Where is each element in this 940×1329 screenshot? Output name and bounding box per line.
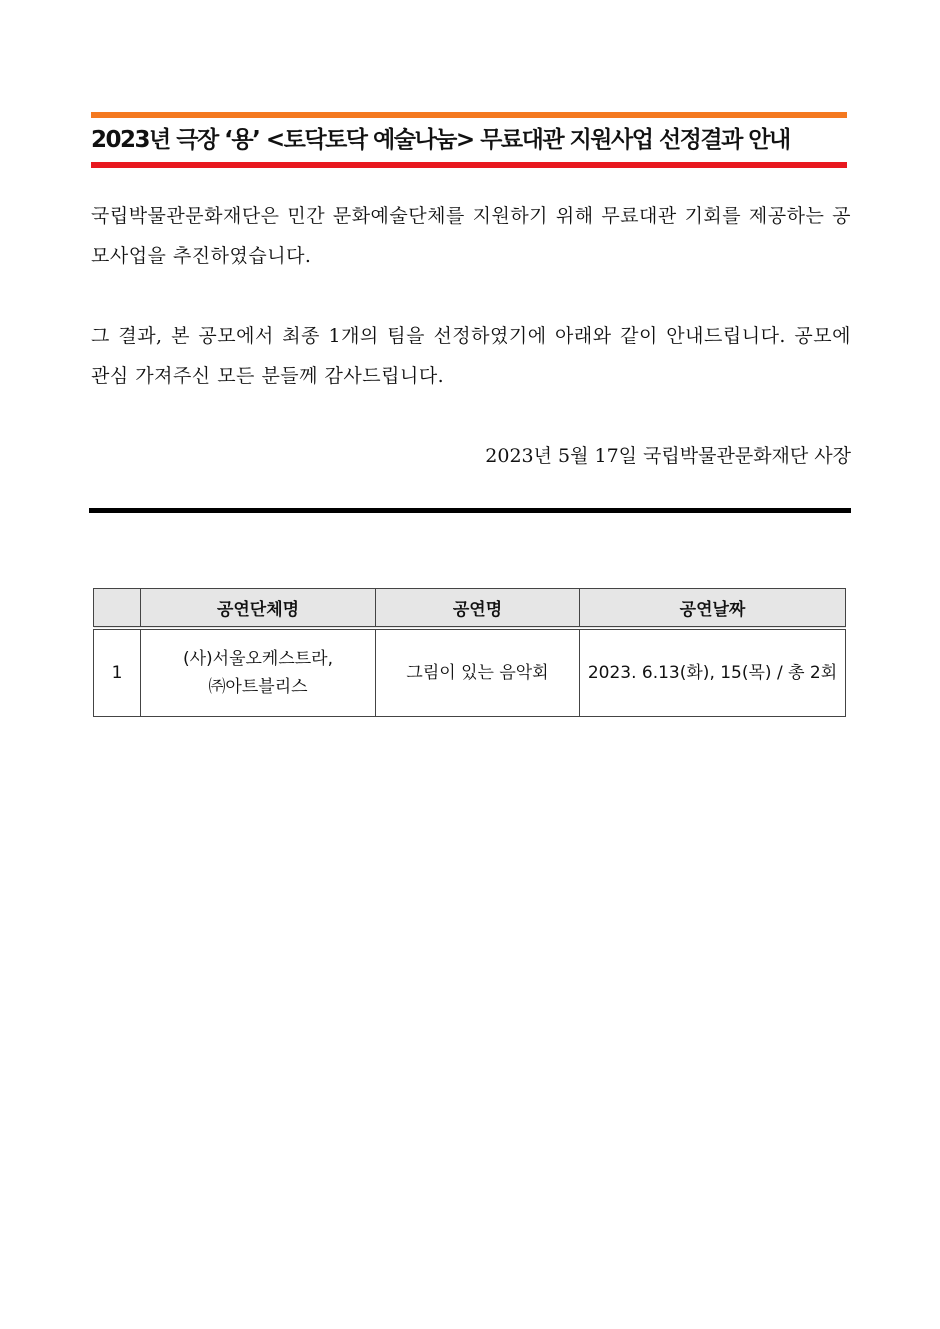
header-number	[94, 589, 141, 629]
title-block	[91, 112, 847, 168]
signature-line: 2023년 5월 17일 국립박물관문화재단 사장	[485, 445, 851, 467]
intro-paragraph: 국립박물관문화재단은 민간 문화예술단체를 지원하기 위해 무료대관 기회를 제공하는 공모사업을 추진하였습니다.	[91, 205, 851, 267]
result-paragraph: 그 결과, 본 공모에서 최종 1개의 팀을 선정하였기에 아래와 같이 안내드립니다. 공모에 관심 가져주신 모든 분들께 감사드립니다.	[91, 325, 851, 387]
header-performance-date: 공연날짜	[580, 589, 846, 629]
section-divider	[89, 508, 851, 513]
title-rule-bottom	[91, 162, 847, 168]
cell-number: 1	[94, 628, 141, 717]
document-title: 2023년 극장 ‘용’ <토닥토닥 예술나눔> 무료대관 지원사업 선정결과 안내	[91, 127, 790, 153]
team-name-line-1: (사)서울오케스트라,	[182, 649, 334, 669]
team-name-line-2: ㈜아트블리스	[208, 677, 308, 697]
header-performance-name: 공연명	[376, 589, 580, 629]
table-header-row	[94, 589, 846, 629]
cell-team-name	[141, 628, 376, 717]
header-team-name: 공연단체명	[141, 589, 376, 629]
selection-result-table	[93, 588, 846, 717]
cell-performance-date: 2023. 6.13(화), 15(목) / 총 2회	[580, 628, 846, 717]
cell-performance-name: 그림이 있는 음악회	[376, 628, 580, 717]
table-row	[94, 628, 846, 717]
